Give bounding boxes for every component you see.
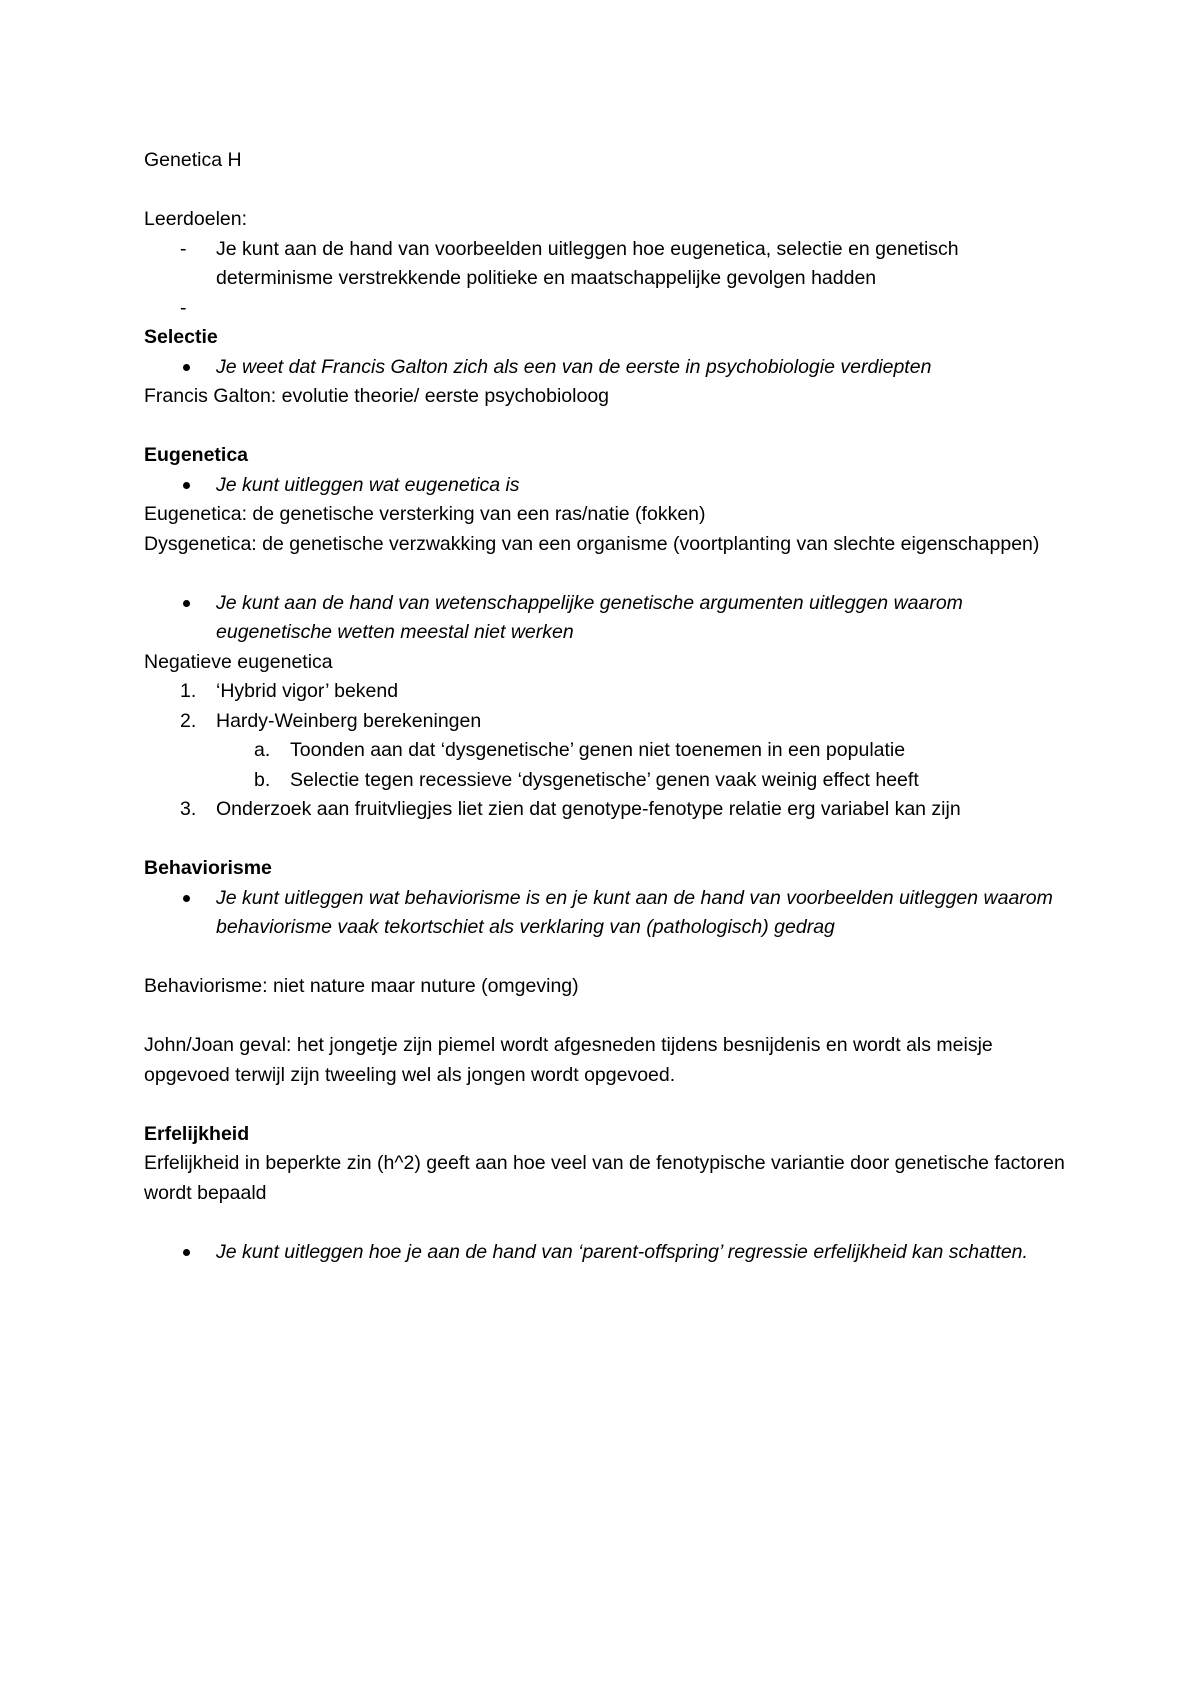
document-body xyxy=(144,146,1074,1267)
paragraph: Francis Galton: evolutie theorie/ eerste psychobioloog xyxy=(144,385,610,407)
learning-goal-text: Je kunt uitleggen hoe je aan de hand van ‘parent-offspring’ regressie erfelijkheid kan schatten. xyxy=(216,1240,1028,1263)
section-heading-behaviorisme: Behaviorisme xyxy=(144,857,272,879)
numbered-item xyxy=(144,795,1074,825)
sub-item xyxy=(144,736,1074,766)
list-item xyxy=(144,294,1074,324)
list-item xyxy=(144,235,1074,294)
learning-goal xyxy=(144,1238,1074,1268)
sub-item xyxy=(144,766,1074,796)
paragraph: Erfelijkheid in beperkte zin (h^2) geeft aan hoe veel van de fenotypische variantie door genetische factoren wordt bepaald xyxy=(144,1152,1065,1204)
leerdoelen-heading: Leerdoelen: xyxy=(144,208,248,230)
learning-goal-text: Je weet dat Francis Galton zich als een van de eerste in psychobiologie verdiepten xyxy=(216,355,932,378)
learning-goal xyxy=(144,589,1074,648)
subheading-negatieve-eugenetica: Negatieve eugenetica xyxy=(144,650,333,673)
numbered-item xyxy=(144,707,1074,737)
learning-goal xyxy=(144,471,1074,501)
section-heading-selectie: Selectie xyxy=(144,326,218,348)
paragraph: Behaviorisme: niet nature maar nuture (omgeving) xyxy=(144,975,579,997)
learning-goal-text: Je kunt aan de hand van wetenschappelijke genetische argumenten uitleggen waarom eugenetische wetten meestal niet werken xyxy=(216,591,963,643)
paragraph: Eugenetica: de genetische versterking van een ras/natie (fokken) xyxy=(144,503,706,525)
numbered-item-text: Onderzoek aan fruitvliegjes liet zien dat genotype-fenotype relatie erg variabel kan zijn xyxy=(216,798,961,820)
section-heading-eugenetica: Eugenetica xyxy=(144,444,249,466)
paragraph: Dysgenetica: de genetische verzwakking van een organisme (voortplanting van slechte eigenschappen) xyxy=(144,532,1040,555)
learning-goal xyxy=(144,353,1074,383)
numbered-item xyxy=(144,677,1074,707)
learning-goal-text: Je kunt uitleggen wat eugenetica is xyxy=(216,473,520,496)
list-number: 1. xyxy=(180,680,197,702)
paragraph: John/Joan geval: het jongetje zijn piemel wordt afgesneden tijdens besnijdenis en wordt als meisje opgevoed terwijl zijn tweeling wel als jongen wordt opgevoed. xyxy=(144,1034,993,1086)
numbered-item-text: ‘Hybrid vigor’ bekend xyxy=(216,680,399,702)
dash-marker: - xyxy=(180,237,187,260)
learning-goal-text: Je kunt uitleggen wat behaviorisme is en je kunt aan de hand van voorbeelden uitleggen waarom behaviorisme vaak tekortschiet als verklaring van (pathologisch) gedrag xyxy=(216,886,1053,938)
sub-item-text: Toonden aan dat ‘dysgenetische’ genen niet toenemen in een populatie xyxy=(290,739,906,761)
numbered-item-text: Hardy-Weinberg berekeningen xyxy=(216,709,482,732)
sub-item-text: Selectie tegen recessieve ‘dysgenetische’ genen vaak weinig effect heeft xyxy=(290,768,919,791)
page-title: Genetica H xyxy=(144,149,242,171)
leerdoel-text xyxy=(216,297,221,319)
section-heading-erfelijkheid: Erfelijkheid xyxy=(144,1122,250,1145)
list-number: 2. xyxy=(180,709,197,732)
list-number: 3. xyxy=(180,798,197,820)
dash-marker: - xyxy=(180,296,187,319)
leerdoel-text: Je kunt aan de hand van voorbeelden uitleggen hoe eugenetica, selectie en genetisch determinisme verstrekkende politieke en maatschappelijke gevolgen hadden xyxy=(216,237,959,289)
learning-goal xyxy=(144,884,1074,943)
list-letter: a. xyxy=(254,739,271,761)
list-letter: b. xyxy=(254,768,271,791)
